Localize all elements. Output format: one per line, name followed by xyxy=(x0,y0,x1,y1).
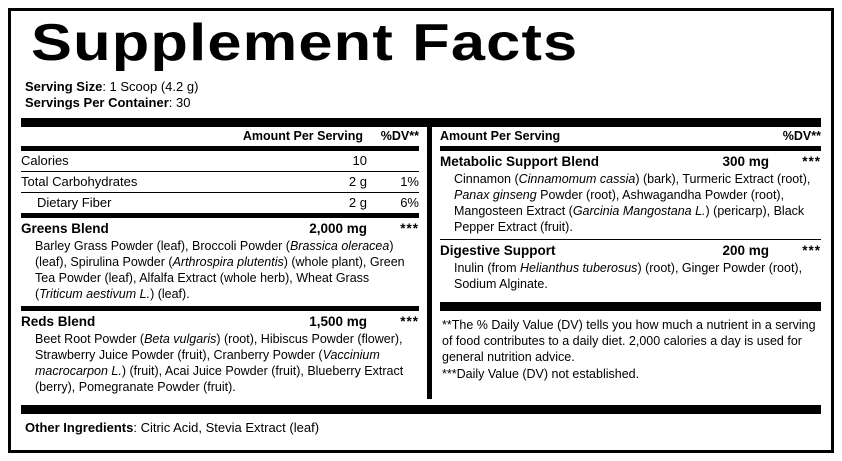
other-ingredients-value: : Citric Acid, Stevia Extract (leaf) xyxy=(133,419,320,435)
blend-name: Greens Blend xyxy=(21,220,109,236)
left-column-header xyxy=(21,127,419,146)
blend-dv: *** xyxy=(802,153,821,169)
right-dv-header: %DV** xyxy=(782,128,821,143)
servings-per-container-line xyxy=(25,95,821,111)
nutrient-amount: 2 g xyxy=(348,174,367,189)
blend-dv: *** xyxy=(400,313,419,329)
footnote-daily-value: **The % Daily Value (DV) tells you how much a nutrient in a serving of food contributes to a daily diet. 2,000 calories a day is used for general nutrition advice. xyxy=(442,317,816,364)
nutrient-amount: 2 g xyxy=(348,195,367,210)
nutrient-amount: 10 xyxy=(352,153,367,168)
blend-header xyxy=(440,240,821,259)
blend-ingredients: Inulin (from Helianthus tuberosus) (root), Ginger Powder (root), Sodium Alginate. xyxy=(454,260,803,291)
right-footnote-rule xyxy=(440,302,821,311)
blend-amount: 200 mg xyxy=(722,242,769,258)
table-row xyxy=(21,193,419,213)
blend-dv: *** xyxy=(400,220,419,236)
supplement-facts-frame xyxy=(8,8,834,453)
nutrient-name: Total Carbohydrates xyxy=(21,174,138,189)
blend-header xyxy=(21,311,419,330)
table-row xyxy=(21,172,419,192)
other-ingredients xyxy=(25,420,821,435)
servings-per-container-label: Servings Per Container xyxy=(25,95,169,111)
nutrient-dv: 6% xyxy=(400,195,419,210)
table-row xyxy=(21,151,419,171)
blend-name: Metabolic Support Blend xyxy=(440,153,600,169)
bottom-thick-rule xyxy=(21,405,821,414)
blend-name: Digestive Support xyxy=(440,242,556,258)
left-amount-per-serving-header: Amount Per Serving xyxy=(242,128,363,143)
serving-size-line xyxy=(25,79,821,95)
serving-size-value: : 1 Scoop (4.2 g) xyxy=(102,79,199,94)
blend-ingredients: Beet Root Powder (Beta vulgaris) (root), Hibiscus Powder (flower), Strawberry Juice Powder (fruit), Cranberry Powder (Vaccinium macrocarpon L.) (fruit), Acai Juice Powder (fruit), Blueberry Extract (berry), Pomegranate Powder (fruit). xyxy=(35,331,404,394)
nutrient-name: Calories xyxy=(21,153,69,168)
footnote-dv-not-established: ***Daily Value (DV) not established. xyxy=(442,367,640,382)
blend-amount: 1,500 mg xyxy=(309,313,367,329)
page-title: Supplement Facts xyxy=(31,14,579,72)
left-column xyxy=(21,127,425,399)
serving-info xyxy=(25,79,821,112)
column-divider xyxy=(427,127,432,399)
servings-per-container-value: : 30 xyxy=(168,95,191,111)
right-column-header xyxy=(440,127,821,146)
blend-header xyxy=(21,218,419,237)
top-thick-rule xyxy=(21,118,821,127)
serving-size-label: Serving Size xyxy=(25,79,103,94)
blend-amount: 2,000 mg xyxy=(309,220,367,236)
right-column xyxy=(434,127,821,399)
other-ingredients-label: Other Ingredients xyxy=(25,419,134,435)
blend-ingredients: Barley Grass Powder (leaf), Broccoli Powder (Brassica oleracea) (leaf), Spirulina Powder (Arthrospira plutentis) (whole plant), Green Tea Powder (leaf), Alfalfa Extract (whole herb), Wheat Grass (Triticum aestivum L.) (leaf). xyxy=(35,238,405,301)
blend-name: Reds Blend xyxy=(21,313,96,329)
left-dv-header: %DV** xyxy=(380,128,419,143)
right-amount-per-serving-header: Amount Per Serving xyxy=(440,128,561,143)
nutrient-dv: 1% xyxy=(400,174,419,189)
blend-dv: *** xyxy=(802,242,821,258)
facts-columns xyxy=(21,127,821,399)
blend-header xyxy=(440,151,821,170)
footnotes xyxy=(440,311,821,383)
blend-ingredients: Cinnamon (Cinnamomum cassia) (bark), Turmeric Extract (root), Panax ginseng Powder (root), Ashwagandha Powder (root), Mangosteen Extract (Garcinia Mangostana L.) (pericarp), Black Pepper Extract (fruit). xyxy=(454,171,811,234)
blend-amount: 300 mg xyxy=(722,153,769,169)
nutrient-name: Dietary Fiber xyxy=(37,195,112,210)
